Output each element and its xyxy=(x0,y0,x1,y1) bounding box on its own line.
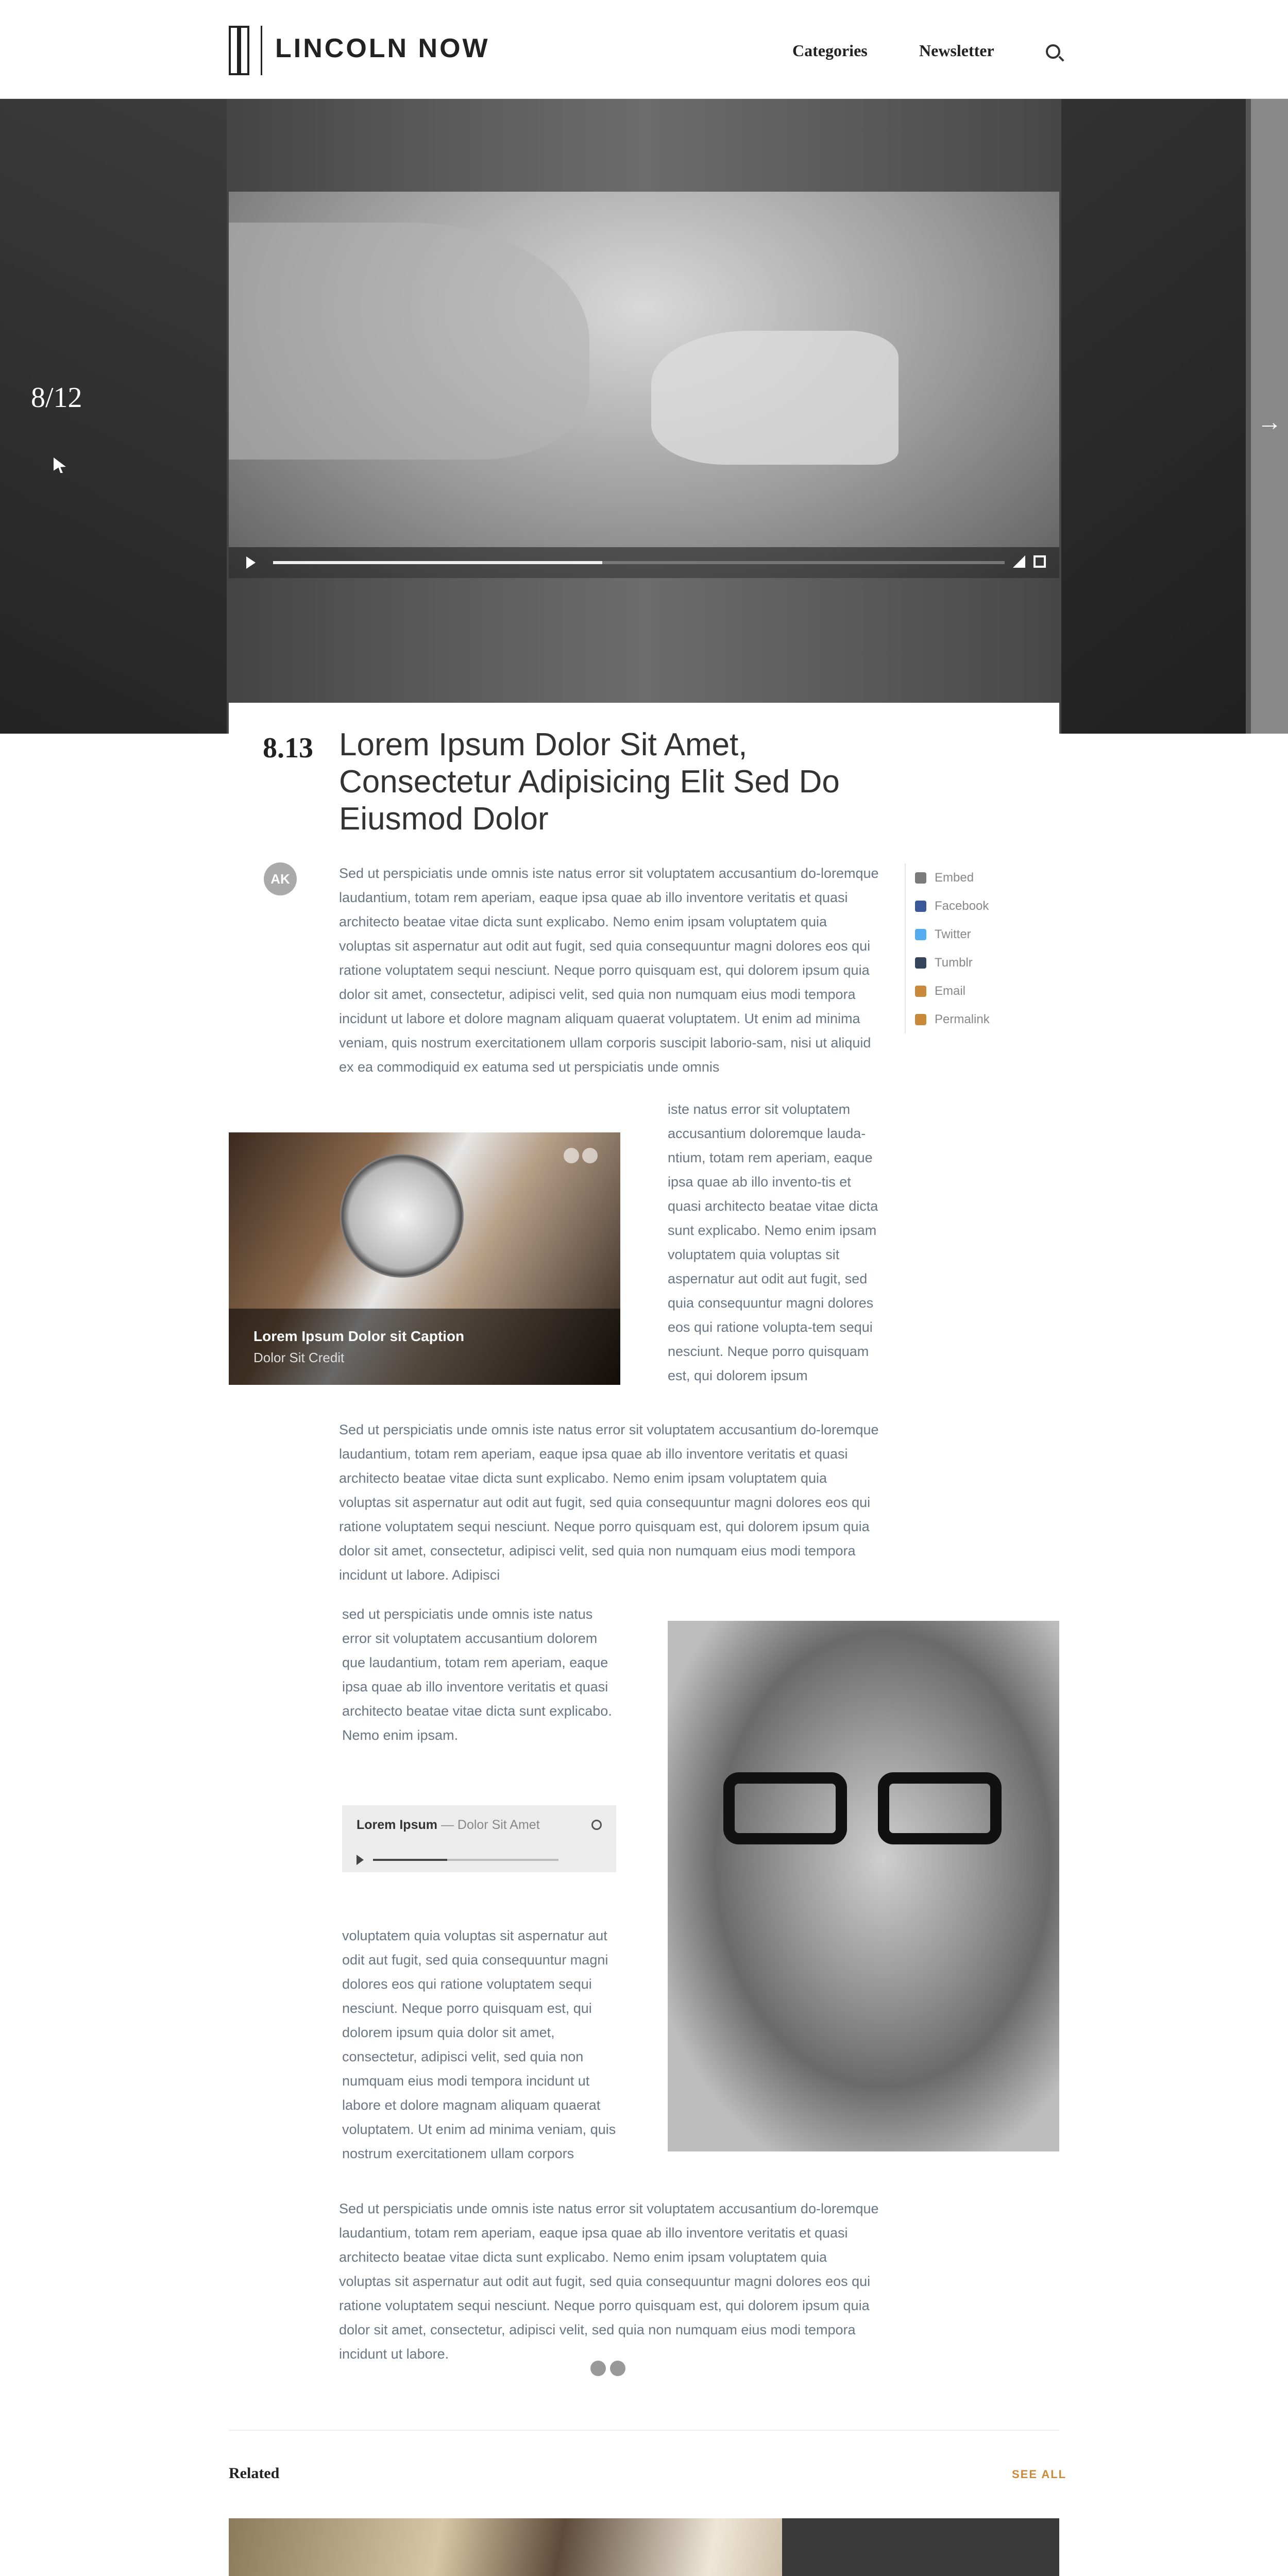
clay-model-shape xyxy=(229,223,589,460)
audio-player xyxy=(342,1805,616,1872)
article-paragraph-2: iste natus error sit voluptatem accusantium doloremque lauda-ntium, totam rem aperiam, eaque ipsa quae ab illo invento-tis et quasi architecto beatae vitae dicta sunt explicabo. Nemo enim ipsam voluptatem quia voluptas sit aspernatur aut odit aut fugit, sed quia consequuntur magni dolores eos qui ratione volupta-tem sequi nesciunt. Neque porro quisquam est, qui dolorem ipsum xyxy=(668,1101,878,1383)
twitter-icon xyxy=(915,929,926,940)
related-tile-2[interactable] xyxy=(782,2518,1059,2576)
facebook-icon xyxy=(915,901,926,912)
video-progress-bar[interactable] xyxy=(273,561,1005,564)
hero-prev-slide[interactable] xyxy=(0,99,227,734)
email-icon xyxy=(915,986,926,997)
article-paragraph-1: Sed ut perspiciatis unde omnis iste natus error sit voluptatem accusantium do-loremque laudantium, totam rem aperiam, eaque ipsa quae ab illo inventore veritatis et quasi architecto beatae vitae dicta sunt explicabo. Nemo enim ipsam voluptatem quia voluptas sit aspernatur aut odit aut fugit, sed quia consequuntur magni dolores eos qui ratione voluptatem sequi nesciunt. Neque porro quisquam est, qui dolorem ipsum quia dolor sit amet, consectetur, adipisci velit, sed quia non numquam eius modi tempora incidunt ut labore et dolore magnam aliquam quaerat voluptatem. Ut enim ad minima veniam, quis nostrum exercitationem ullam corporis suscipit laborio-sam, nisi ut aliquid ex ea commodiquid ex eatuma sed ut perspiciatis unde omnis xyxy=(339,866,879,1075)
logo-divider xyxy=(261,26,262,75)
watch-face xyxy=(340,1154,464,1278)
share-facebook[interactable]: Facebook xyxy=(915,892,1018,920)
image-caption-bar xyxy=(229,1309,620,1385)
search-icon[interactable] xyxy=(1046,44,1060,59)
article-paragraph-4: sed ut perspiciatis unde omnis iste natus error sit voluptatem accusantium dolorem que laudantium, totam rem aperiam, eaque ipsa quae ab illo inventore veritatis et quasi architecto beatae vitae dicta sunt explicabo. Nemo enim ipsam. xyxy=(342,1606,612,1743)
hands-shape xyxy=(651,331,899,465)
expand-icon[interactable] xyxy=(564,1148,579,1163)
author-avatar[interactable]: AK xyxy=(264,862,297,895)
link-icon xyxy=(915,1014,926,1025)
image-actions xyxy=(564,1148,601,1164)
slide-counter: 8/12 xyxy=(31,382,82,414)
hero-video[interactable] xyxy=(229,192,1059,578)
share-permalink[interactable]: Permalink xyxy=(915,1005,1018,1033)
article-paragraph-3: Sed ut perspiciatis unde omnis iste natus error sit voluptatem accusantium do-loremque laudantium, totam rem aperiam, eaque ipsa quae ab illo inventore veritatis et quasi architecto beatae vitae dicta sunt explicabo. Nemo enim ipsam voluptatem quia voluptas sit aspernatur aut odit aut fugit, sed quia consequuntur magni dolores eos qui ratione voluptatem sequi nesciunt. Neque porro quisquam est, qui dolorem ipsum quia dolor sit amet, consectetur, adipisci velit, sed quia non numquam eius modi tempora incidunt ut labore. Adipisci xyxy=(339,1422,879,1583)
share-tumblr[interactable]: Tumblr xyxy=(915,948,1018,977)
article-date: 8.13 xyxy=(263,732,313,764)
portrait-image[interactable] xyxy=(668,1621,1059,2151)
fullscreen-icon[interactable] xyxy=(1033,555,1046,568)
brand-name[interactable]: LINCOLN NOW xyxy=(275,33,490,63)
nav-newsletter[interactable]: Newsletter xyxy=(919,41,994,60)
video-progress-fill xyxy=(273,561,602,564)
share-panel xyxy=(905,863,1018,1033)
play-icon[interactable] xyxy=(357,1855,364,1865)
share-twitter[interactable]: Twitter xyxy=(915,920,1018,948)
image-credit: Dolor Sit Credit xyxy=(253,1350,345,1365)
nav-categories[interactable]: Categories xyxy=(792,41,868,60)
end-mark-icon xyxy=(610,2361,625,2376)
share-email[interactable]: Email xyxy=(915,977,1018,1005)
play-icon[interactable] xyxy=(246,556,256,569)
end-mark-icon xyxy=(590,2361,606,2376)
divider xyxy=(229,2430,1059,2431)
tumblr-icon xyxy=(915,957,926,969)
related-see-all[interactable]: SEE ALL xyxy=(1012,2468,1067,2481)
share-embed[interactable]: Embed xyxy=(915,863,1018,892)
article-paragraph-6: Sed ut perspiciatis unde omnis iste natus error sit voluptatem accusantium do-loremque laudantium, totam rem aperiam, eaque ipsa quae ab illo inventore veritatis et quasi architecto beatae vitae dicta sunt explicabo. Nemo enim ipsam voluptatem quia voluptas sit aspernatur aut odit aut fugit, sed quia consequuntur magni dolores eos qui ratione voluptatem sequi nesciunt. Neque porro quisquam est, qui dolorem ipsum quia dolor sit amet, consectetur, adipisci velit, sed quia non numquam eius modi tempora incidunt ut labore. xyxy=(339,2201,879,2362)
related-heading: Related xyxy=(229,2465,280,2482)
embed-icon xyxy=(915,872,926,884)
share-icon[interactable] xyxy=(591,1820,602,1830)
article-title: Lorem Ipsum Dolor Sit Amet, Consectetur Adipisicing Elit Sed Do Eiusmod Dolor xyxy=(339,727,840,837)
audio-title: Lorem Ipsum — Dolor Sit Amet xyxy=(357,1818,540,1832)
share-icon[interactable] xyxy=(582,1148,598,1163)
audio-progress-fill xyxy=(373,1859,447,1861)
article-paragraph-5: voluptatem quia voluptas sit aspernatur aut odit aut fugit, sed quia consequuntur magni dolores eos qui ratione voluptatem sequi nesciunt. Neque porro quisquam est, qui dolorem ipsum quia dolor sit amet, consectetur, adipisci velit, sed quia non numquam eius modi tempora incidunt ut labore et dolore magnam aliquam quaerat voluptatem. Ut enim ad minima veniam, quis nostrum exercitationem ullam corpors xyxy=(342,1928,616,2161)
next-arrow-icon[interactable]: → xyxy=(1257,409,1282,436)
audio-progress-bar[interactable] xyxy=(373,1859,558,1861)
site-header xyxy=(0,0,1288,99)
end-icons xyxy=(590,2361,630,2379)
related-tile-1[interactable] xyxy=(229,2518,782,2576)
image-caption: Lorem Ipsum Dolor sit Caption xyxy=(253,1328,465,1344)
glasses-shape xyxy=(723,1772,1022,1844)
lincoln-star-logo-icon[interactable] xyxy=(229,26,249,75)
